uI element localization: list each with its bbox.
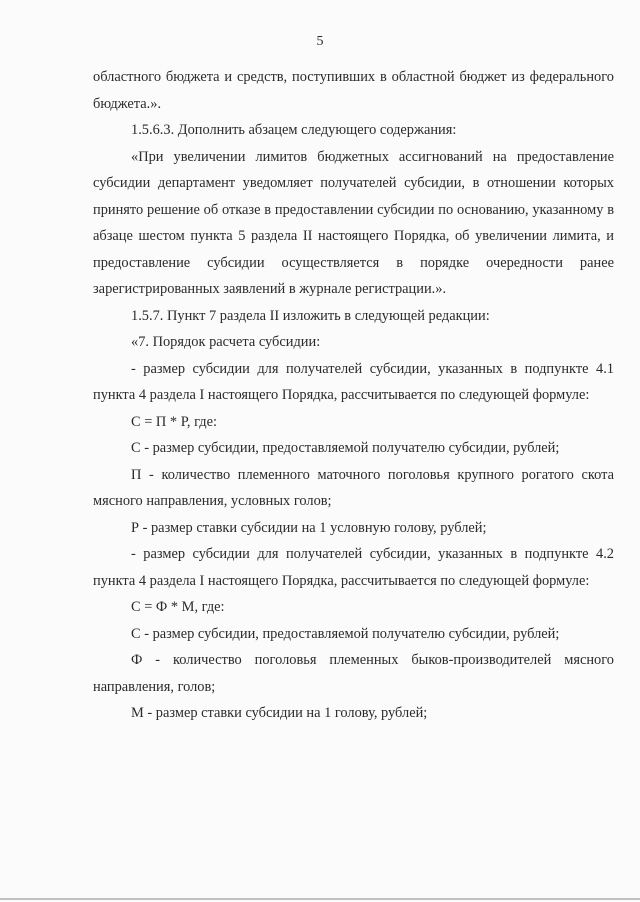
paragraph: «7. Порядок расчета субсидии: — [131, 334, 321, 350]
page-number: 5 — [316, 34, 324, 49]
paragraph: 1.5.7. Пункт 7 раздела II изложить в следующей редакции: — [131, 307, 490, 324]
paragraph: П - количество племенного маточного поголовья крупного рогатого скота мясного направления, условных голов; — [93, 466, 614, 509]
scan-edge-line — [0, 898, 640, 900]
document-body — [93, 64, 614, 727]
paragraph: - размер субсидии для получателей субсидии, указанных в подпункте 4.1 пункта 4 раздела I настоящего Порядка, рассчитывается по следующей формуле: — [93, 360, 614, 403]
formula-line: С = Ф * М, где: — [131, 599, 225, 615]
paragraph: С - размер субсидии, предоставляемой получателю субсидии, рублей; — [131, 625, 560, 642]
paragraph: «При увеличении лимитов бюджетных ассигнований на предоставление субсидии департамент уведомляет получателей субсидии, в отношении которых принято решение об отказе в предоставлении субсидии по основанию, указанному в абзаце шестом пункта 5 раздела II настоящего Порядка, об увеличении лимита, и предоставление субсидии осуществляется в порядке очередности ранее зарегистрированных заявлений в журнале регистрации.». — [93, 148, 614, 297]
paragraph: Ф - количество поголовья племенных быков-производителей мясного направления, голов; — [93, 652, 614, 695]
paragraph: областного бюджета и средств, поступивших в областной бюджет из федерального бюджета.». — [93, 69, 614, 112]
paragraph: - размер субсидии для получателей субсидии, указанных в подпункте 4.2 пункта 4 раздела I настоящего Порядка, рассчитывается по следующей формуле: — [93, 546, 614, 589]
paragraph: С - размер субсидии, предоставляемой получателю субсидии, рублей; — [131, 440, 560, 456]
paragraph: Р - размер ставки субсидии на 1 условную голову, рублей; — [131, 519, 487, 536]
paragraph: М - размер ставки субсидии на 1 голову, рублей; — [131, 705, 428, 721]
paragraph: 1.5.6.3. Дополнить абзацем следующего содержания: — [131, 122, 457, 138]
formula-line: С = П * Р, где: — [131, 413, 217, 430]
